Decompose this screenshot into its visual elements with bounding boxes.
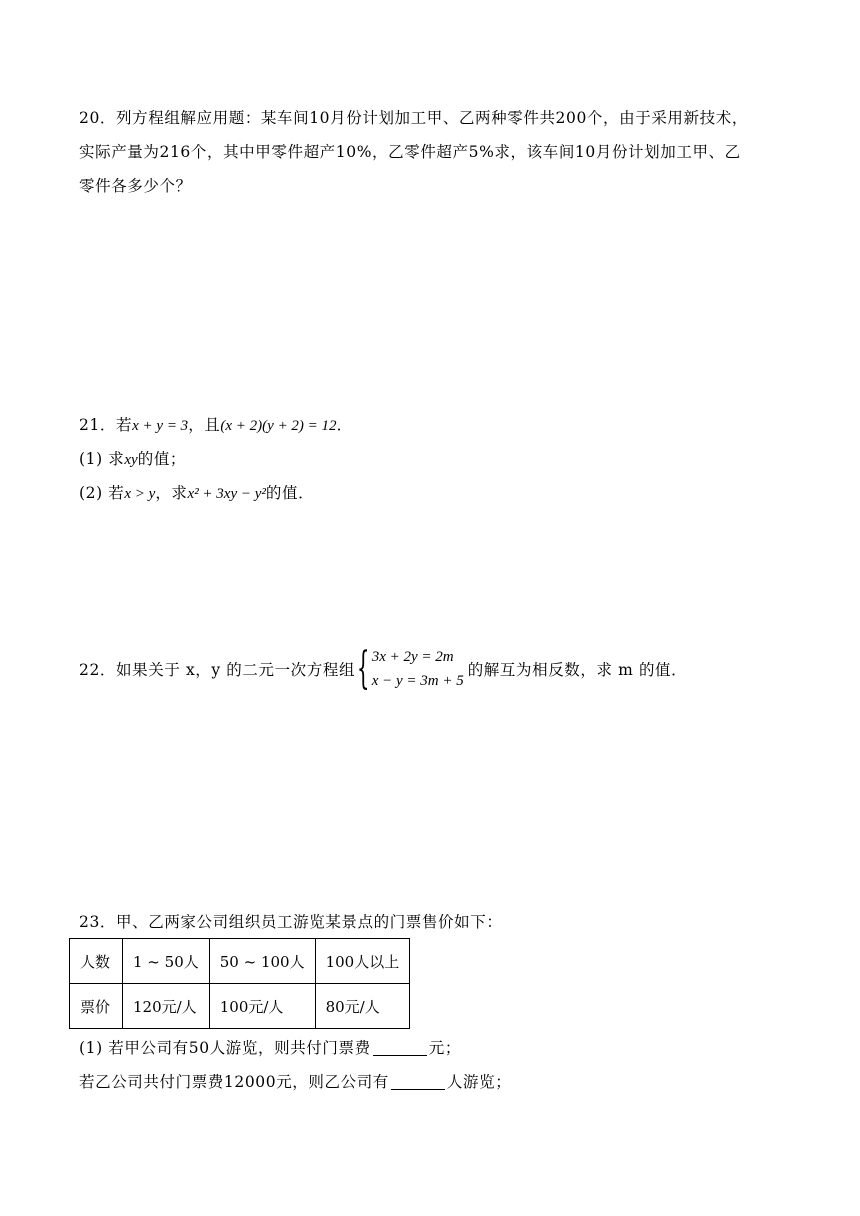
answer-blank-2[interactable] <box>391 1075 445 1090</box>
q22-brace: { <box>356 643 370 694</box>
q22-equation-1: 3x + 2y = 2m <box>371 649 454 665</box>
q21-part-2-cond: x > y <box>124 486 156 502</box>
q21-end: ． <box>336 416 353 434</box>
q22-suffix: 的解互为相反数，求 m 的值． <box>467 661 688 679</box>
q23-part-2 <box>79 1070 511 1092</box>
q22-stem <box>79 645 687 693</box>
q21-mid: ，且 <box>188 416 221 434</box>
q22-system <box>372 645 464 693</box>
q21-stem <box>79 413 353 435</box>
q20-line-2: 实际产量为216个，其中甲零件超产10%，乙零件超产5%求，该车间10月份计划加工甲、乙 <box>79 143 741 161</box>
q23-part-1-text: (1) 若甲公司有50人游览，则共付门票费 <box>79 1039 371 1057</box>
q23-part-1-unit: 元； <box>428 1039 461 1057</box>
q22-prefix: 22．如果关于 x，y 的二元一次方程组 <box>79 661 356 679</box>
q23-part-2-text: 若乙公司共付门票费12000元，则乙公司有 <box>79 1073 389 1091</box>
table-cell: 100元/人 <box>209 984 315 1029</box>
q21-part-1-end: 的值； <box>137 450 187 468</box>
q23-intro: 23．甲、乙两家公司组织员工游览某景点的门票售价如下： <box>79 913 503 931</box>
q20-line-3: 零件各多少个？ <box>79 177 192 195</box>
q21-part-2-end: 的值． <box>265 484 315 502</box>
table-row <box>70 939 410 984</box>
q20-line-1: 20．列方程组解应用题：某车间10月份计划加工甲、乙两种零件共200个，由于采用新技术， <box>79 109 748 127</box>
q21-cond-2: (x + 2)(y + 2) = 12 <box>220 418 337 434</box>
q21-part-1-label: (1) 求 <box>79 450 125 468</box>
table-cell: 100人以上 <box>315 939 410 984</box>
q23-part-1 <box>79 1036 461 1058</box>
table-row <box>70 984 410 1029</box>
table-cell: 80元/人 <box>315 984 410 1029</box>
q21-part-2-expr: x² + 3xy − y² <box>187 486 266 502</box>
q21-cond-1: x + y = 3 <box>132 418 189 434</box>
table-cell: 1 ~ 50人 <box>123 939 210 984</box>
q21-part-2-label: (2) 若 <box>79 484 125 502</box>
answer-blank-1[interactable] <box>373 1041 427 1056</box>
q23-part-2-unit: 人游览； <box>446 1073 512 1091</box>
table-cell: 120元/人 <box>123 984 210 1029</box>
q21-part-1 <box>79 447 186 469</box>
table-cell: 人数 <box>70 939 123 984</box>
q21-prefix: 21．若 <box>79 416 133 434</box>
q21-part-2 <box>79 481 314 503</box>
table-cell: 50 ~ 100人 <box>209 939 315 984</box>
ticket-price-table <box>69 938 410 1029</box>
table-cell: 票价 <box>70 984 123 1029</box>
q21-part-1-expr: xy <box>124 452 138 468</box>
q21-part-2-mid: ，求 <box>155 484 188 502</box>
q22-equation-2: x − y = 3m + 5 <box>371 673 464 689</box>
